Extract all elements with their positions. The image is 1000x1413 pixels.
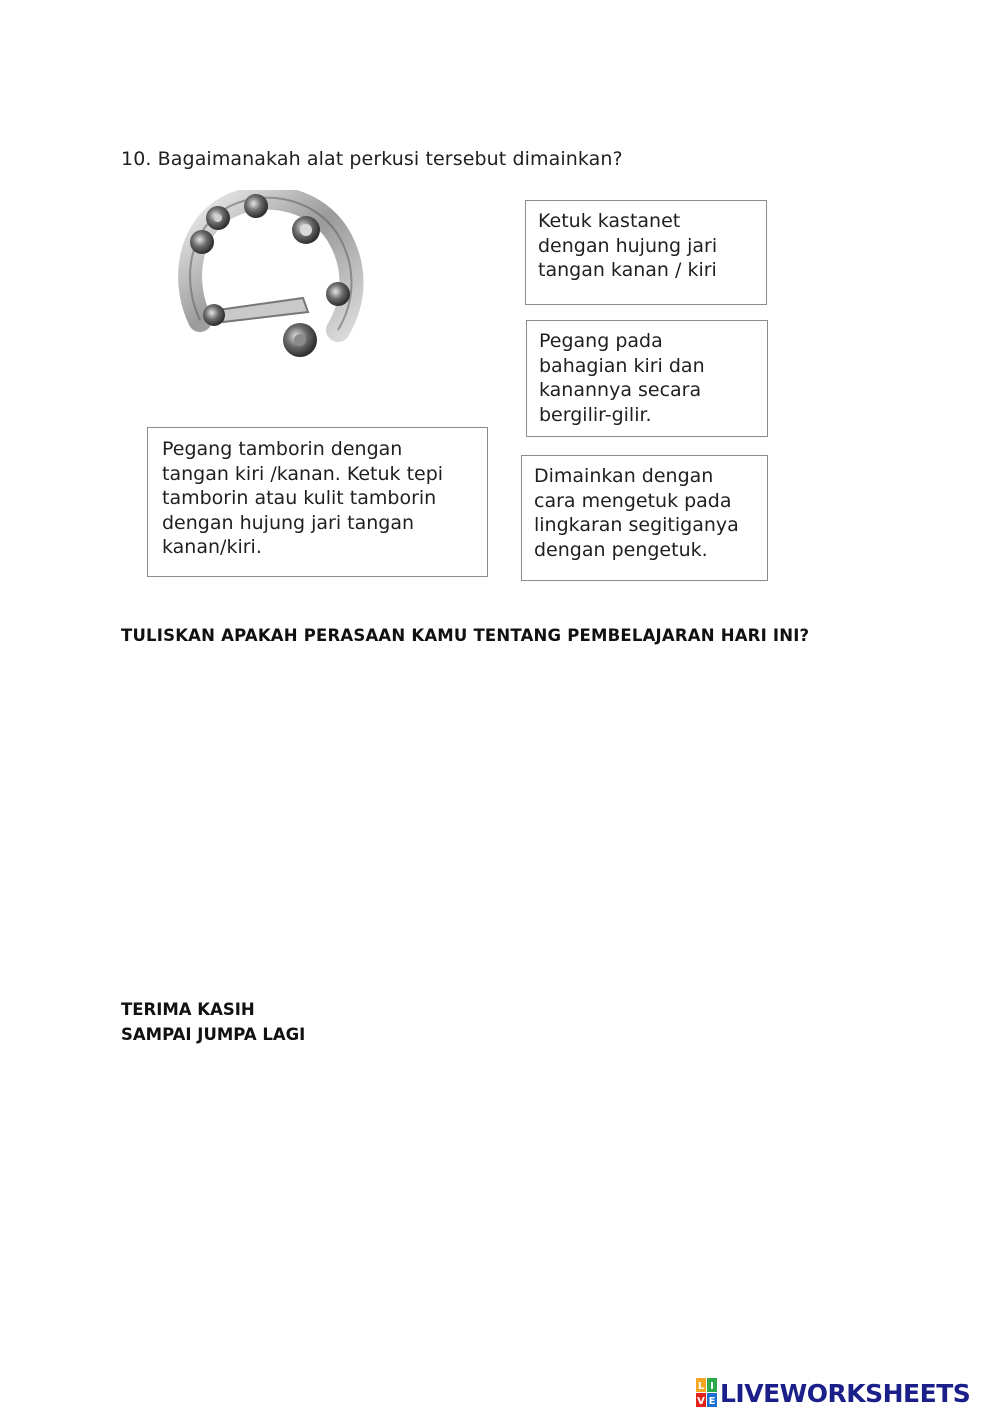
tambourine-icon (178, 190, 368, 375)
svg-text:I: I (710, 1381, 714, 1392)
brand-name: LIVEWORKSHEETS (720, 1378, 971, 1408)
answer-option-tamborin[interactable]: Pegang tamborin dengan tangan kiri /kanan. Ketuk tepi tamborin atau kulit tamborin dengan hujung jari tangan kanan/kiri. (147, 427, 488, 577)
closing-message (121, 997, 305, 1047)
svg-text:E: E (708, 1396, 716, 1407)
answer-option-kastanet[interactable]: Ketuk kastanet dengan hujung jari tangan kanan / kiri (525, 200, 767, 305)
closing-line-farewell: SAMPAI JUMPA LAGI (121, 1025, 306, 1044)
svg-text:L: L (697, 1381, 705, 1392)
reflection-prompt: TULISKAN APAKAH PERASAAN KAMU TENTANG PEMBELAJARAN HARI INI? (121, 626, 810, 645)
answer-option-segitiga[interactable]: Dimainkan dengan cara mengetuk pada lingkaran segitiganya dengan pengetuk. (521, 455, 768, 581)
svg-text:V: V (697, 1396, 705, 1407)
closing-line-thanks: TERIMA KASIH (121, 1000, 255, 1019)
answer-option-bergilir[interactable]: Pegang pada bahagian kiri dan kanannya secara bergilir-gilir. (526, 320, 768, 437)
liveworksheets-logo-icon (696, 1378, 718, 1408)
question-text: 10. Bagaimanakah alat perkusi tersebut dimainkan? (121, 148, 623, 170)
liveworksheets-brand[interactable] (696, 1376, 970, 1410)
